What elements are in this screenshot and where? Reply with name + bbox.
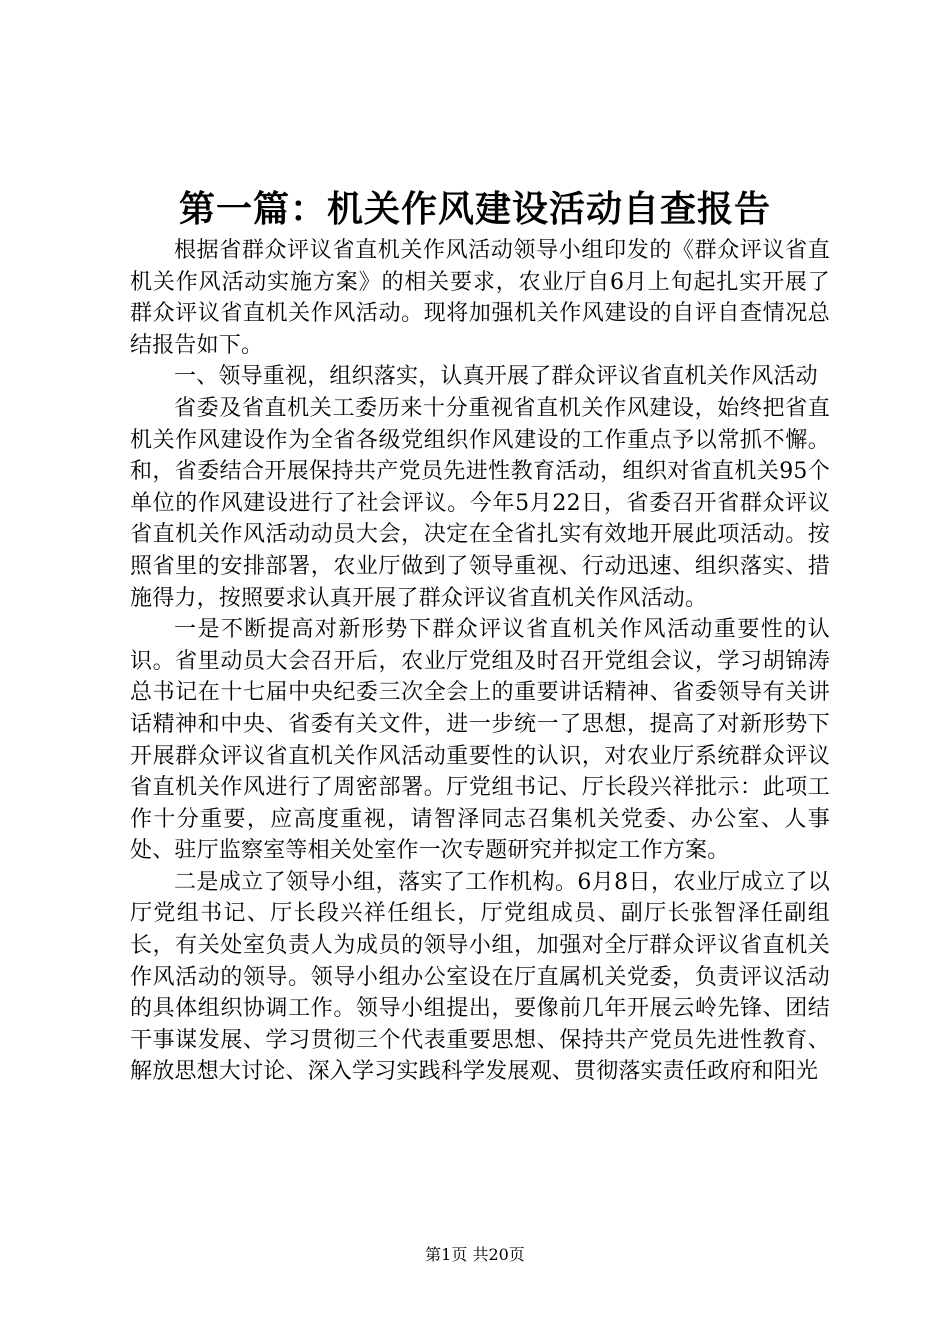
- paragraph-point-two: 二是成立了领导小组，落实了工作机构。6月8日，农业厅成立了以厅党组书记、厅长段兴祥任组长，厅党组成员、副厅长张智泽任副组长，有关处室负责人为成员的领导小组，加强对全厅群众评议省直机关作风活动的领导。领导小组办公室设在厅直属机关党委，负责评议活动的具体组织协调工作。领导小组提出，要像前几年开展云岭先锋、团结干事谋发展、学习贯彻三个代表重要思想、保持共产党员先进性教育、解放思想大讨论、深入学习实践科学发展观、贯彻落实责任政府和阳光: [130, 869, 830, 1085]
- paragraph-intro: 根据省群众评议省直机关作风活动领导小组印发的《群众评议省直机关作风活动实施方案》的相关要求，农业厅自6月上旬起扎实开展了群众评议省直机关作风活动。现将加强机关作风建设的自评自查情况总结报告如下。: [130, 238, 830, 358]
- page-number-footer: 第1页 共20页: [425, 1245, 525, 1264]
- document-title: 第一篇：机关作风建设活动自查报告: [178, 188, 771, 230]
- paragraph-background: 省委及省直机关工委历来十分重视省直机关作风建设，始终把省直机关作风建设作为全省各级党组织作风建设的工作重点予以常抓不懈。和，省委结合开展保持共产党员先进性教育活动，组织对省直机关95个单位的作风建设进行了社会评议。今年5月22日，省委召开省群众评议省直机关作风活动动员大会，决定在全省扎实有效地开展此项活动。按照省里的安排部署，农业厅做到了领导重视、行动迅速、组织落实、措施得力，按照要求认真开展了群众评议省直机关作风活动。: [130, 395, 830, 611]
- document-body: [130, 235, 830, 1088]
- paragraph-section-heading: 一、领导重视，组织落实，认真开展了群众评议省直机关作风活动: [174, 364, 818, 390]
- paragraph-point-one: 一是不断提高对新形势下群众评议省直机关作风活动重要性的认识。省里动员大会召开后，农业厅党组及时召开党组会议，学习胡锦涛总书记在十七届中央纪委三次全会上的重要讲话精神、省委领导有关讲话精神和中央、省委有关文件，进一步统一了思想，提高了对新形势下开展群众评议省直机关作风活动重要性的认识，对农业厅系统群众评议省直机关作风进行了周密部署。厅党组书记、厅长段兴祥批示：此项工作十分重要，应高度重视，请智泽同志召集机关党委、办公室、人事处、驻厅监察室等相关处室作一次专题研究并拟定工作方案。: [130, 617, 830, 864]
